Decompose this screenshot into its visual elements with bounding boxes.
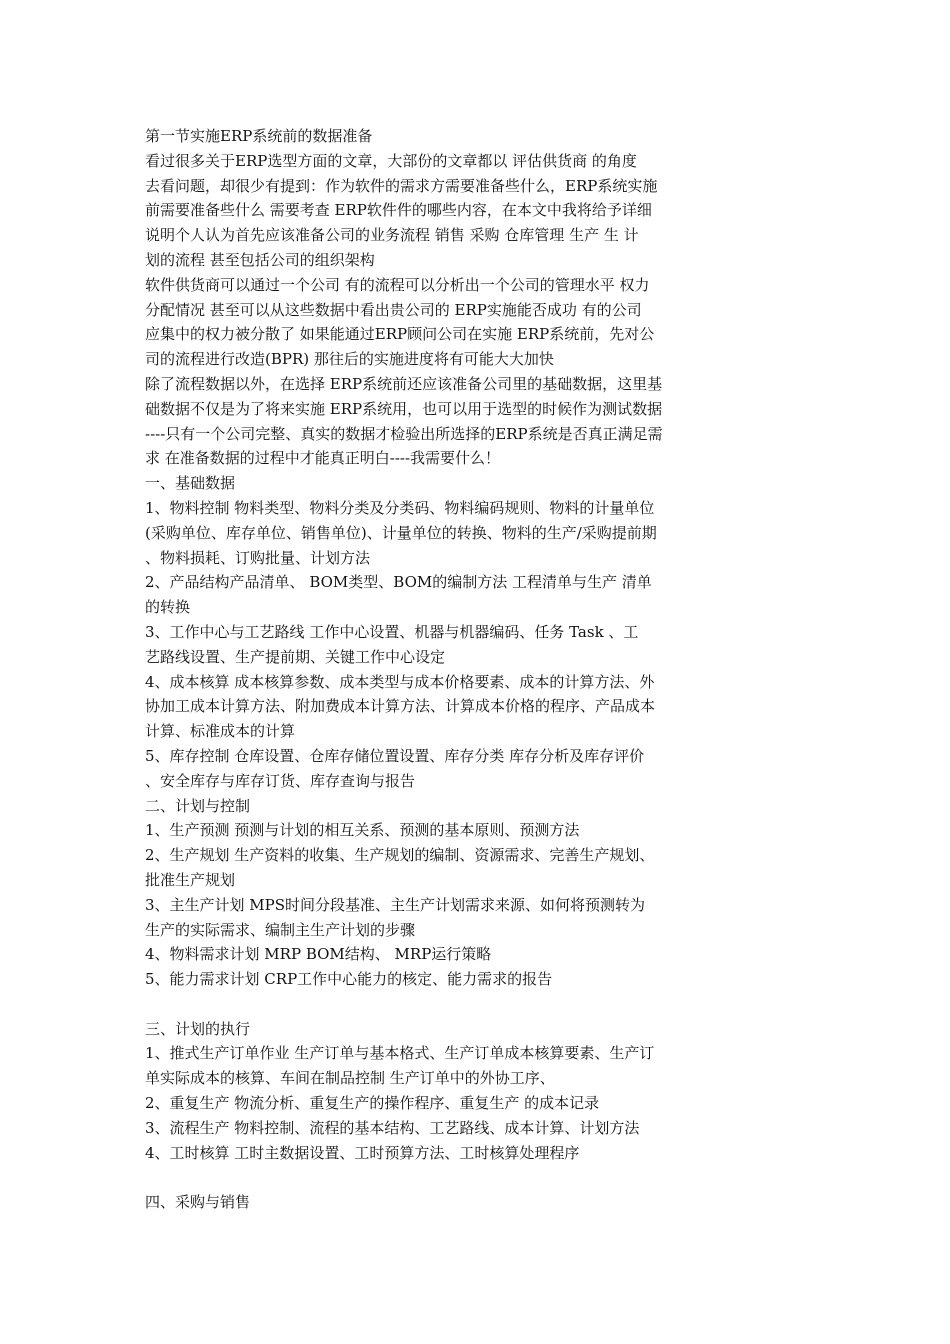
text-line: 3、主生产计划 MPS时间分段基准、主生产计划需求来源、如何将预测转为 [145, 895, 646, 914]
text-line: 划的流程 甚至包括公司的组织架构 [145, 250, 375, 269]
text-line: 、安全库存与库存订货、库存查询与报告 [145, 771, 416, 790]
text-line: 看过很多关于ERP选型方面的文章，大部份的文章都以 评估供货商 的角度 [145, 151, 637, 170]
text-line: 2、产品结构产品清单、 BOM类型、BOM的编制方法 工程清单与生产 清单 [145, 573, 652, 592]
text-line: 单实际成本的核算、车间在制品控制 生产订单中的外协工序、 [145, 1069, 555, 1088]
text-line: 、物料损耗、订购批量、计划方法 [145, 548, 371, 567]
text-line: 的转换 [145, 598, 191, 617]
text-line: 司的流程进行改造(BPR) 那往后的实施进度将有可能大大加快 [145, 350, 554, 369]
text-line: 除了流程数据以外，在选择 ERP系统前还应该准备公司里的基础数据，这里基 [145, 374, 663, 393]
text-line: 2、生产规划 生产资料的收集、生产规划的编制、资源需求、完善生产规划、 [145, 846, 655, 865]
text-line: 4、工时核算 工时主数据设置、工时预算方法、工时核算处理程序 [145, 1143, 580, 1162]
text-line: 1、推式生产订单作业 生产订单与基本格式、生产订单成本核算要素、生产订 [145, 1044, 655, 1063]
text-line: (采购单位、库存单位、销售单位)、计量单位的转换、物料的生产/采购提前期 [145, 523, 657, 542]
text-line: 1、生产预测 预测与计划的相互关系、预测的基本原则、预测方法 [145, 821, 580, 840]
text-line: 说明个人认为首先应该准备公司的业务流程 销售 采购 仓库管理 生产 生 计 [145, 226, 639, 245]
text-line: 求 在准备数据的过程中才能真正明白----我需要什么！ [145, 449, 501, 468]
text-line: 应集中的权力被分散了 如果能通过ERP顾问公司在实施 ERP系统前，先对公 [145, 325, 655, 344]
text-line: 去看问题，却很少有提到：作为软件的需求方需要准备些什么，ERP系统实施 [145, 176, 658, 195]
text-line: 础数据不仅是为了将来实施 ERP系统用，也可以用于选型的时候作为测试数据 [145, 399, 663, 418]
text-line: 四、采购与销售 [145, 1193, 251, 1212]
text-line: 批准生产规划 [145, 870, 236, 889]
text-line: 艺路线设置、生产提前期、关键工作中心设定 [145, 647, 446, 666]
text-line: 3、工作中心与工艺路线 工作中心设置、机器与机器编码、任务 Task 、工 [145, 622, 639, 641]
text-line: 二、计划与控制 [145, 796, 251, 815]
text-line: 第一节实施ERP系统前的数据准备 [145, 127, 373, 145]
text-line: 一、基础数据 [145, 474, 236, 493]
text-line: 1、物料控制 物料类型、物料分类及分类码、物料编码规则、物料的计量单位 [145, 498, 655, 517]
text-line: 4、成本核算 成本核算参数、成本类型与成本价格要素、成本的计算方法、外 [145, 672, 655, 691]
text-line: 生产的实际需求、编制主生产计划的步骤 [145, 920, 416, 939]
text-line: 4、物料需求计划 MRP BOM结构、 MRP运行策略 [145, 945, 492, 964]
text-line: 前需要准备些什么 需要考查 ERP软件件的哪些内容，在本文中我将给予详细 [145, 201, 652, 220]
text-line: 2、重复生产 物流分析、重复生产的操作程序、重复生产 的成本记录 [145, 1094, 600, 1113]
blank-line [145, 1165, 735, 1190]
text-line: 分配情况 甚至可以从这些数据中看出贵公司的 ERP实施能否成功 有的公司 [145, 300, 642, 319]
text-line: 计算、标准成本的计算 [145, 722, 296, 741]
document-body [145, 124, 735, 1215]
text-line: ----只有一个公司完整、真实的数据才检验出所选择的ERP系统是否真正满足需 [145, 424, 663, 443]
text-line: 协加工成本计算方法、附加费成本计算方法、计算成本价格的程序、产品成本 [145, 697, 656, 716]
blank-line [145, 992, 735, 1017]
text-line: 三、计划的执行 [145, 1019, 251, 1038]
text-line: 软件供货商可以通过一个公司 有的流程可以分析出一个公司的管理水平 权力 [145, 275, 650, 294]
text-line: 5、能力需求计划 CRP工作中心能力的核定、能力需求的报告 [145, 970, 553, 989]
text-line: 3、流程生产 物料控制、流程的基本结构、工艺路线、成本计算、计划方法 [145, 1118, 640, 1137]
text-line: 5、库存控制 仓库设置、仓库存储位置设置、库存分类 库存分析及库存评价 [145, 746, 645, 765]
